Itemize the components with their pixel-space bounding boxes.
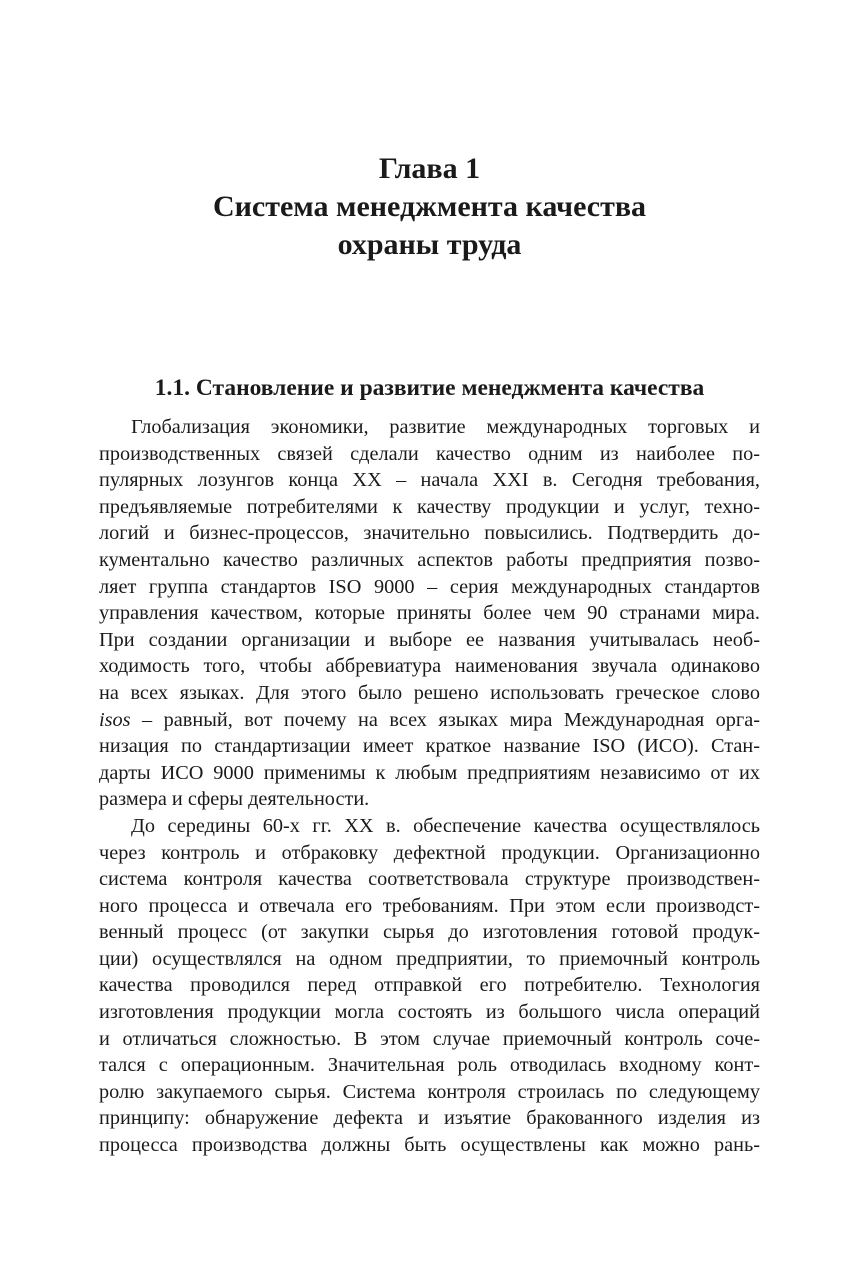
paragraph-2-line: изготовления продукции могла состоять из большого числа операций (99, 1001, 760, 1024)
paragraph-2-line: принципу: обнаружение дефекта и изъятие бракованного изделия из (99, 1107, 760, 1130)
paragraph-2-line: ции) осуществлялся на одном предприятии, то приемочный контроль (99, 947, 760, 970)
paragraph-1-line: пулярных лозунгов конца XX – начала XXI в. Сегодня требования, (99, 469, 760, 492)
paragraph-1-line: кументально качество различных аспектов работы предприятия позво- (99, 548, 760, 571)
paragraph-2-line: венный процесс (от закупки сырья до изготовления готовой продук- (99, 921, 760, 944)
paragraph-1-line: дарты ИСО 9000 применимы к любым предприятиям независимо от их (99, 761, 760, 784)
chapter-label: Глава 1 (378, 152, 481, 185)
line-rest: – равный, вот почему на всех языках мира Международная орга- (130, 708, 760, 731)
section-title: 1.1. Становление и развитие менеджмента качества (154, 375, 705, 401)
paragraph-2-line: ного процесса и отвечала его требованиям. При этом если производст- (99, 894, 760, 917)
paragraph-1-line-with-italic (99, 707, 760, 734)
paragraph-1-line: предъявляемые потребителями к качеству продукции и услуг, техно- (99, 495, 760, 518)
chapter-title-line-1: Система менеджмента качества (212, 190, 647, 223)
paragraph-1-line: ходимость того, чтобы аббревиатура наименования звучала одинаково (99, 655, 760, 678)
italic-term: isos (99, 708, 131, 731)
paragraph-1-line: ляет группа стандартов ISO 9000 – серия международных стандартов (99, 575, 760, 598)
paragraph-2-line: До середины 60-х гг. XX в. обеспечение качества осуществлялось (131, 814, 760, 837)
paragraph-2-line: ролю закупаемого сырья. Система контроля строилась по следующему (99, 1080, 760, 1103)
paragraph-1-line: производственных связей сделали качество одним из наиболее по- (99, 442, 760, 465)
paragraph-2-line: тался с операционным. Значительная роль отводилась входному конт- (99, 1054, 760, 1077)
body-text (99, 414, 760, 1159)
paragraph-1-last-line: размера и сферы деятельности. (99, 788, 370, 811)
paragraph-1-line: управления качеством, которые приняты более чем 90 странами мира. (99, 602, 760, 625)
paragraph-1-line: При создании организации и выборе ее названия учитывалась необ- (99, 628, 760, 651)
paragraph-1-line: Глобализация экономики, развитие международных торговых и (131, 416, 760, 438)
paragraph-1-line: на всех языках. Для этого было решено использовать греческое слово (99, 681, 760, 704)
chapter-heading (99, 150, 760, 264)
paragraph-2-line: система контроля качества соответствовала структуре производствен- (99, 868, 760, 891)
paragraph-2-line: и отличаться сложностью. В этом случае приемочный контроль соче- (99, 1027, 760, 1050)
paragraph-2-line: качества проводился перед отправкой его потребителю. Технология (99, 974, 760, 997)
paragraph-2-line: процесса производства должны быть осуществлены как можно рань- (99, 1134, 760, 1157)
paragraph-1-line: логий и бизнес-процессов, значительно повысились. Подтвердить до- (99, 522, 760, 545)
book-page (99, 0, 760, 1270)
paragraph-1-line: низация по стандартизации имеет краткое название ISO (ИСО). Стан- (99, 735, 760, 758)
chapter-title-line-2: охраны труда (337, 228, 522, 261)
paragraph-2-line: через контроль и отбраковку дефектной продукции. Организационно (99, 841, 760, 864)
